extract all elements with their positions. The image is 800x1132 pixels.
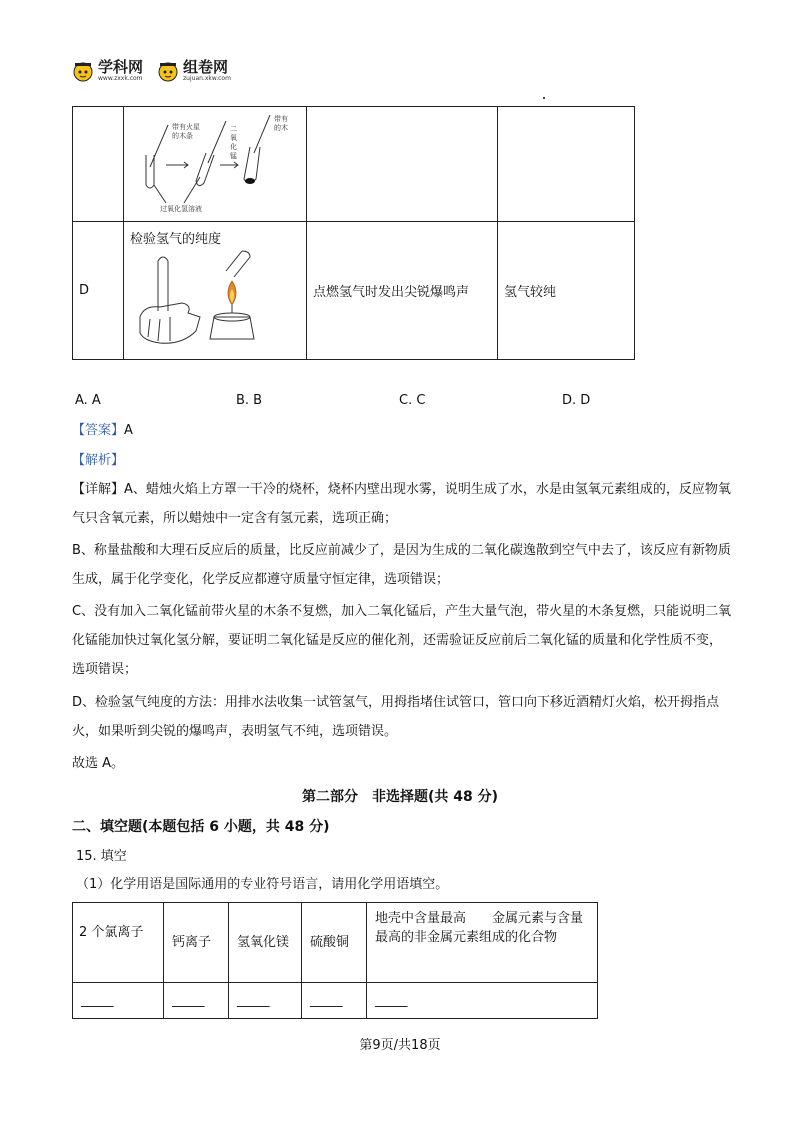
table-cell-experiment: [124, 222, 307, 360]
header-cell: 硫酸铜: [302, 903, 367, 983]
logo-name: 学科网: [98, 58, 144, 76]
logo-xuekewang: [72, 60, 143, 82]
logo-url: zujuan.xkw.com: [183, 75, 231, 82]
phenomenon-cell: 点燃氢气时发出尖锐爆鸣声: [307, 222, 498, 360]
detail-paragraph-b: B、称量盐酸和大理石反应后的质量，比反应前减少了，是因为生成的二氧化碳逸散到空气中去了，该反应有新物质生成，属于化学变化，化学反应都遵守质量守恒定律，选项错误；: [72, 543, 731, 587]
logo-zujuanwang: [157, 60, 231, 82]
detail-paragraph-c: C、没有加入二氧化锰前带火星的木条不复燃，加入二氧化锰后，产生大量气泡，带火星的木条复燃，只能说明二氧化锰能加快过氧化氢分解，要证明二氧化锰是反应的催化剂，还需验证反应前后二氧化锰的质量和化学性质不变，选项错误；: [72, 604, 732, 677]
header-cell: 氢氧化镁: [229, 903, 302, 983]
table-cell: [307, 107, 498, 222]
table-cell: [498, 107, 635, 222]
detail-text-a: A、蜡烛火焰上方罩一干冷的烧杯，烧杯内壁出现水雾，说明生成了水，水是由氢氧元素组成的，反应物氧气只含氧元素，所以蜡烛中一定含有氢元素，选项正确；: [72, 482, 731, 526]
answer-blank[interactable]: _____: [367, 983, 598, 1019]
experiment-title: 检验氢气的纯度: [130, 232, 222, 247]
svg-text:氧: 氧: [230, 134, 237, 142]
header-logos: [72, 60, 231, 82]
answer-blank[interactable]: _____: [229, 983, 302, 1019]
experiment-table: [72, 106, 635, 360]
svg-text:二: 二: [230, 125, 237, 133]
svg-text:带有: 带有: [274, 115, 288, 123]
stray-dot: [543, 97, 545, 99]
answer-blank[interactable]: _____: [164, 983, 229, 1019]
detail-tag: 【详解】: [72, 482, 125, 497]
answer-value: A: [124, 423, 133, 438]
detail-paragraph-a: [72, 475, 732, 533]
q15-table: [72, 902, 598, 1019]
choice-a: A. A: [75, 393, 101, 408]
choice-c: C. C: [399, 393, 426, 408]
part2-title: 第二部分 非选择题(共 48 分): [301, 789, 499, 805]
option-label: D: [73, 222, 124, 360]
answer-blank[interactable]: _____: [73, 983, 164, 1019]
answer-tag: 【答案】: [72, 423, 125, 438]
header-text-line2: 最高的非金属元素组成的化合物: [375, 930, 558, 945]
header-text-line1: 地壳中含量最高 金属元素与含量: [375, 911, 584, 926]
q15-sub1: （1）化学用语是国际通用的专业符号语言，请用化学用语填空。: [76, 877, 449, 892]
analysis-tag: 【解析】: [72, 453, 125, 468]
section2-title: 二、填空题(本题包括 6 小题，共 48 分): [72, 819, 330, 835]
table-cell-figure: [124, 107, 307, 222]
header-cell-wide: [367, 903, 598, 983]
mno2-experiment-figure: [124, 107, 300, 217]
detail-paragraph-d: D、检验氢气纯度的方法：用排水法收集一试管氢气，用拇指堵住试管口，管口向下移近酒精灯火焰，松开拇指点火，如果听到尖锐的爆鸣声，表明氢气不纯，选项错误。: [72, 695, 720, 739]
table-row: [73, 222, 635, 360]
hydrogen-test-figure: [130, 247, 280, 351]
answer-blank[interactable]: _____: [302, 983, 367, 1019]
detail-conclusion: 故选 A。: [72, 756, 125, 771]
table-row: [73, 903, 598, 983]
svg-text:带有火星: 带有火星: [172, 123, 200, 131]
choice-b: B. B: [236, 393, 263, 408]
header-cell: 钙离子: [164, 903, 229, 983]
svg-text:的木: 的木: [274, 124, 288, 132]
conclusion-cell: 氢气较纯: [498, 222, 635, 360]
table-row: [73, 983, 598, 1019]
svg-text:过氧化氢溶液: 过氧化氢溶液: [160, 205, 202, 213]
answer-line: [72, 422, 133, 440]
svg-text:化: 化: [230, 143, 237, 151]
logo-name: 组卷网: [183, 58, 229, 76]
table-cell: [73, 107, 124, 222]
svg-text:锰: 锰: [230, 152, 237, 160]
q15-title: 15. 填空: [76, 849, 127, 864]
table-row: [73, 107, 635, 222]
svg-text:的木条: 的木条: [172, 132, 193, 140]
choice-d: D. D: [562, 393, 591, 408]
page-footer: 第9页/共18页: [359, 1038, 441, 1053]
header-cell: 2 个氯离子: [73, 903, 164, 983]
logo-url: www.zxxk.com: [98, 75, 143, 82]
logo-mascot-icon: [72, 60, 94, 82]
logo-mascot-icon: [157, 60, 179, 82]
